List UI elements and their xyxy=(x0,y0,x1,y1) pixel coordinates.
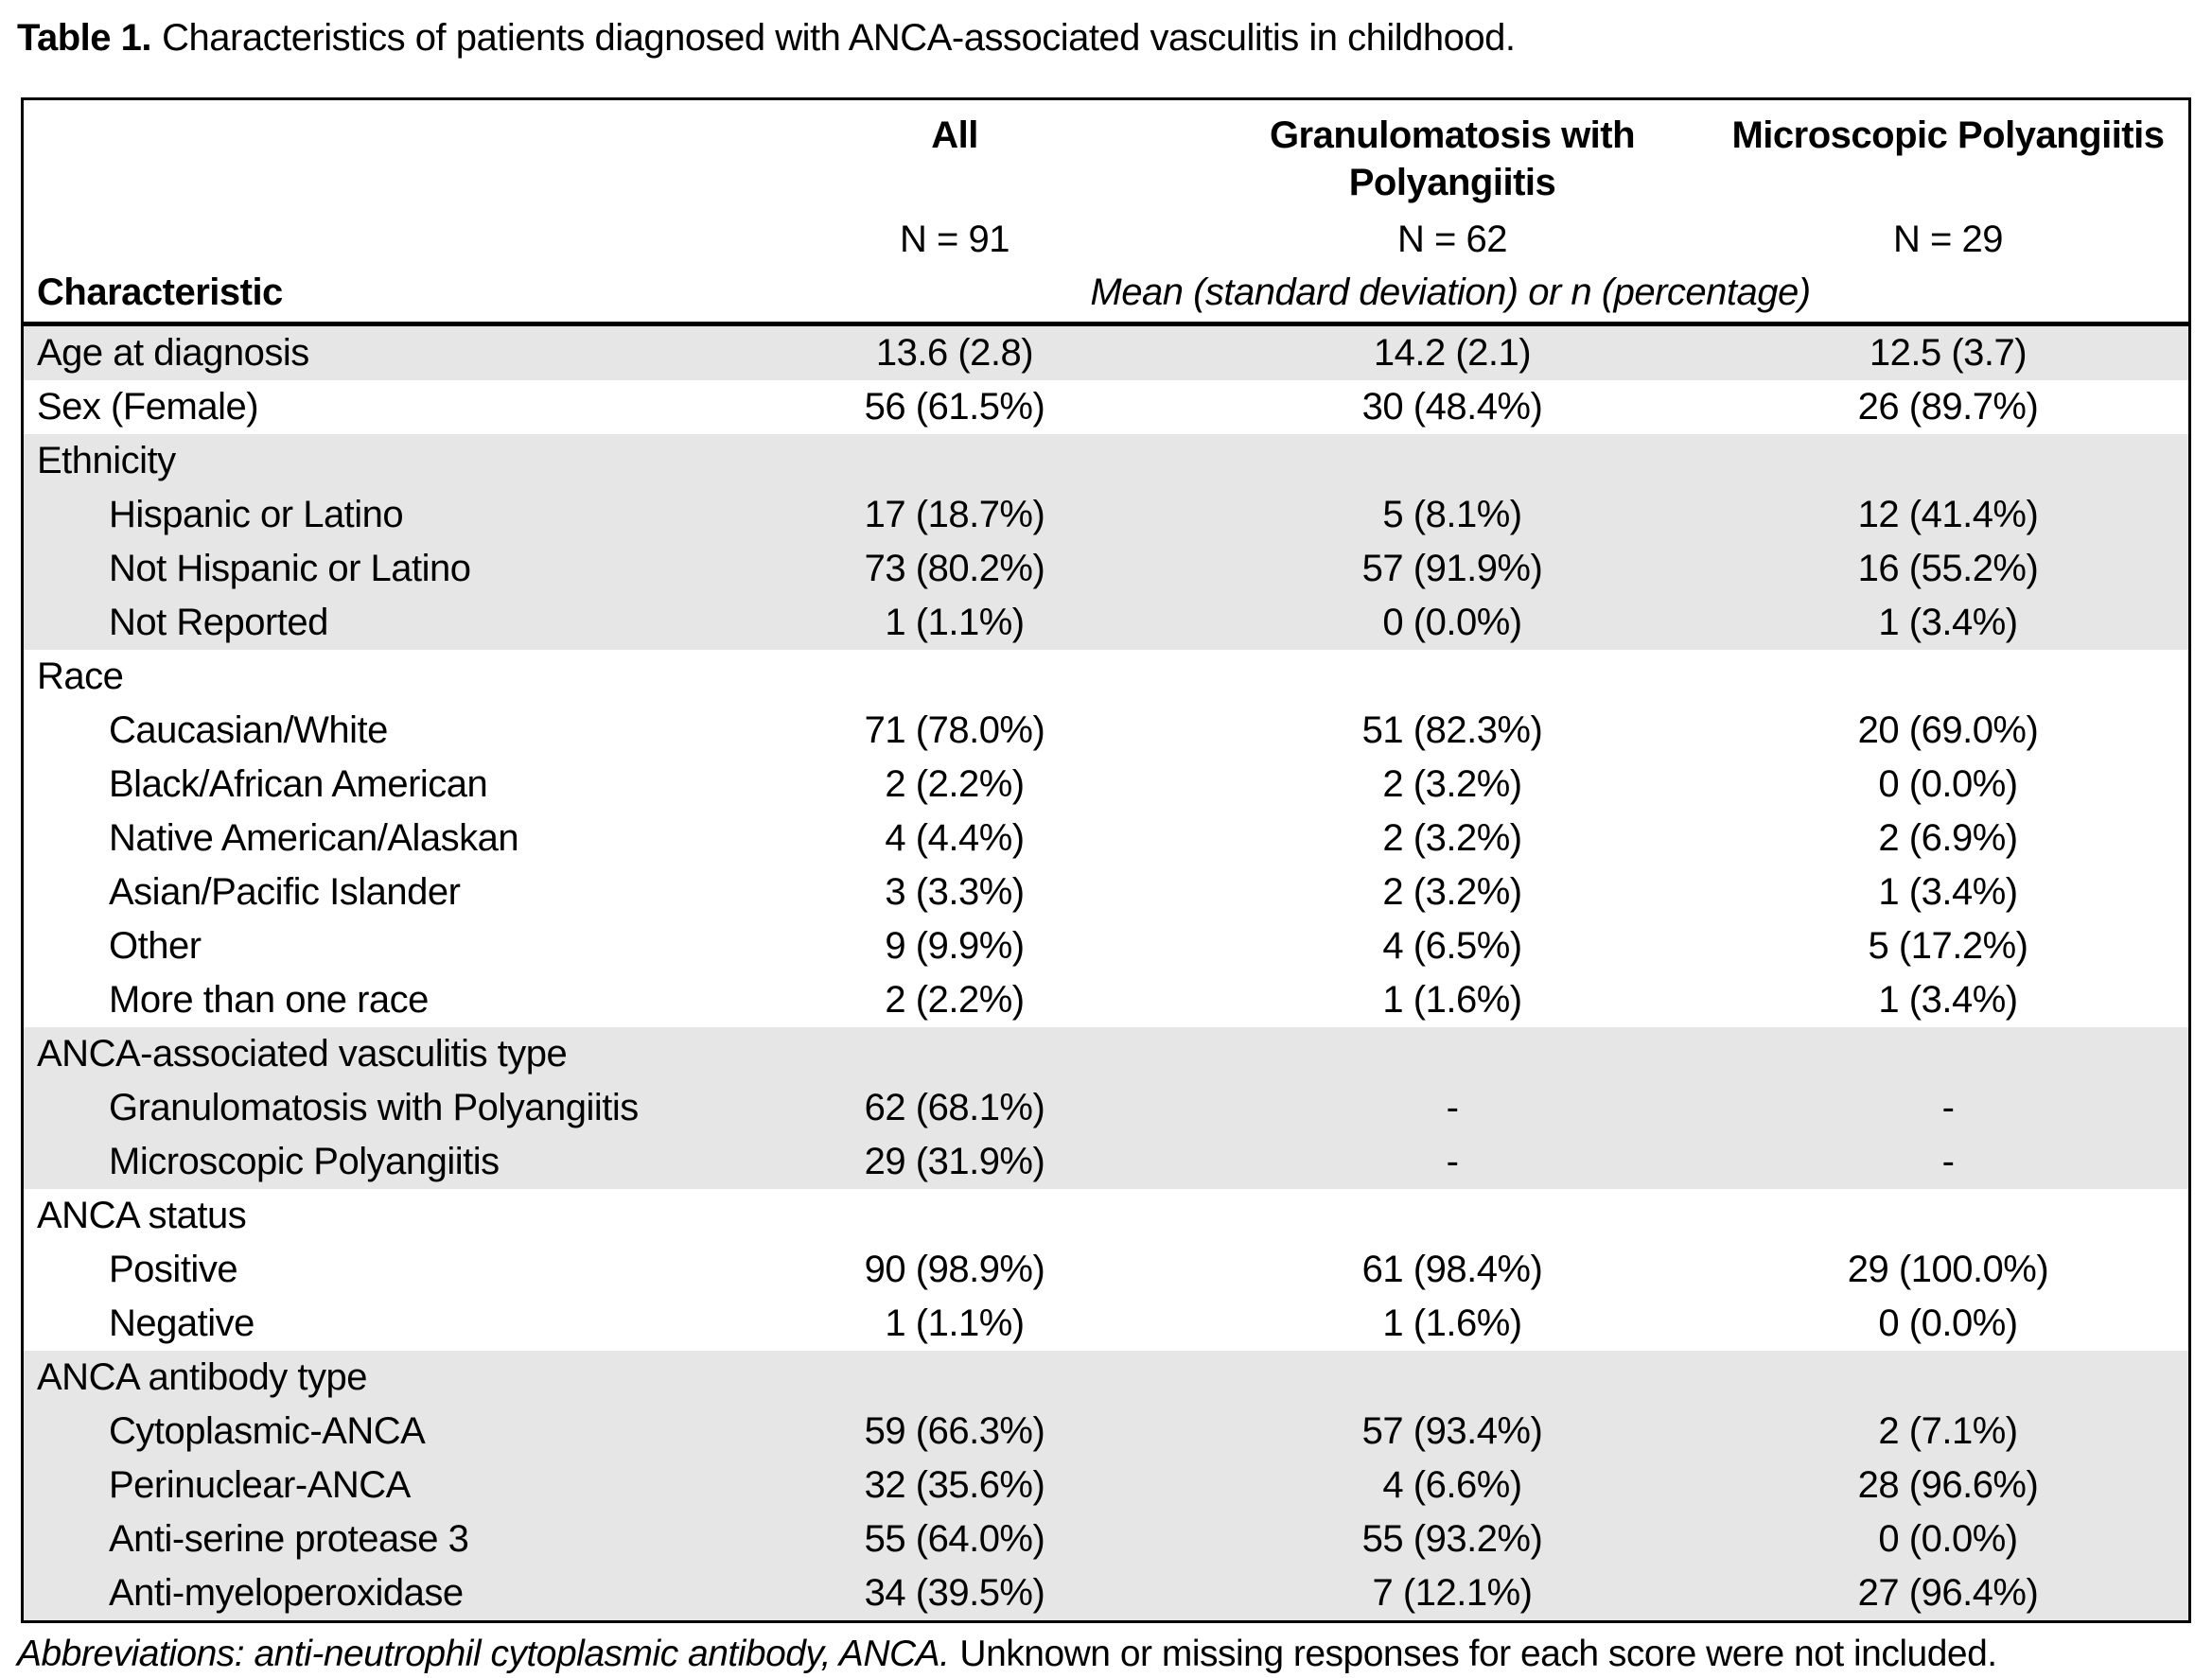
cell-all: 9 (9.9%) xyxy=(885,925,1025,967)
cell-all: 32 (35.6%) xyxy=(864,1464,1045,1506)
column-n-row xyxy=(24,214,2188,265)
cell-all: 3 (3.3%) xyxy=(885,871,1025,913)
cell-mpa: 1 (3.4%) xyxy=(1878,979,2018,1021)
row-label: Asian/Pacific Islander xyxy=(109,871,461,913)
cell-gpa: 14.2 (2.1) xyxy=(1373,332,1532,374)
cell-gpa: 55 (93.2%) xyxy=(1361,1518,1543,1560)
footnote xyxy=(17,1633,2191,1676)
column-header-gpa: Granulomatosis with Polyangiitis xyxy=(1269,114,1636,203)
cell-gpa: 7 (12.1%) xyxy=(1372,1572,1533,1614)
cell-all: 29 (31.9%) xyxy=(864,1141,1045,1182)
cell-gpa: 0 (0.0%) xyxy=(1382,602,1522,643)
table-row xyxy=(24,650,2188,704)
cell-gpa: - xyxy=(1446,1087,1459,1128)
row-label: Anti-serine protease 3 xyxy=(109,1518,469,1560)
cell-mpa: 20 (69.0%) xyxy=(1857,709,2039,751)
cell-gpa: 51 (82.3%) xyxy=(1361,709,1543,751)
cell-all: 4 (4.4%) xyxy=(885,817,1025,859)
cell-all: 56 (61.5%) xyxy=(864,386,1045,428)
row-label: Other xyxy=(109,925,202,967)
table-row xyxy=(24,1512,2188,1566)
cell-mpa: 0 (0.0%) xyxy=(1878,1518,2018,1560)
table-row xyxy=(24,380,2188,434)
row-label: Not Reported xyxy=(109,602,328,643)
row-label: Black/African American xyxy=(109,763,488,805)
row-label: Caucasian/White xyxy=(109,709,388,751)
cell-all: 2 (2.2%) xyxy=(885,979,1025,1021)
cell-all: 2 (2.2%) xyxy=(885,763,1025,805)
cell-all: 55 (64.0%) xyxy=(864,1518,1045,1560)
table-row xyxy=(24,1027,2188,1081)
cell-mpa: 0 (0.0%) xyxy=(1878,763,2018,805)
cell-gpa: 5 (8.1%) xyxy=(1382,494,1522,535)
cell-gpa: 2 (3.2%) xyxy=(1382,871,1522,913)
cell-mpa: 1 (3.4%) xyxy=(1878,871,2018,913)
table-row xyxy=(24,1351,2188,1405)
cell-all: 17 (18.7%) xyxy=(864,494,1045,535)
row-label: Cytoplasmic-ANCA xyxy=(109,1410,426,1452)
table-row xyxy=(24,919,2188,973)
table-caption xyxy=(17,13,2191,62)
column-header-all: All xyxy=(931,114,978,156)
measure-subtitle: Mean (standard deviation) or n (percentage) xyxy=(1090,271,1811,313)
row-label: More than one race xyxy=(109,979,429,1021)
cell-gpa: 57 (91.9%) xyxy=(1361,548,1543,589)
cell-mpa: 0 (0.0%) xyxy=(1878,1302,2018,1344)
table-row xyxy=(24,812,2188,865)
table-header xyxy=(24,100,2188,326)
table-row xyxy=(24,434,2188,488)
cell-all: 62 (68.1%) xyxy=(864,1087,1045,1128)
cell-all: 90 (98.9%) xyxy=(864,1249,1045,1290)
n-mpa: N = 29 xyxy=(1893,218,2003,260)
cell-gpa: 30 (48.4%) xyxy=(1361,386,1543,428)
footnote-abbreviations: Abbreviations: anti-neutrophil cytoplasmic antibody, ANCA. xyxy=(17,1634,950,1674)
header-bottom-row xyxy=(24,265,2188,322)
cell-gpa: 1 (1.6%) xyxy=(1382,979,1522,1021)
row-label: Ethnicity xyxy=(37,440,176,481)
cell-all: 1 (1.1%) xyxy=(885,1302,1025,1344)
footnote-note: Unknown or missing responses for each score were not included. xyxy=(959,1634,1997,1674)
cell-mpa: 16 (55.2%) xyxy=(1857,548,2039,589)
cell-gpa: 2 (3.2%) xyxy=(1382,817,1522,859)
characteristic-column-label: Characteristic xyxy=(37,271,283,313)
cell-gpa: - xyxy=(1446,1141,1459,1182)
table-row xyxy=(24,865,2188,919)
n-gpa: N = 62 xyxy=(1397,218,1507,260)
row-label: Not Hispanic or Latino xyxy=(109,548,471,589)
table-row xyxy=(24,1135,2188,1189)
row-label: Anti-myeloperoxidase xyxy=(109,1572,464,1614)
cell-mpa: - xyxy=(1941,1141,1955,1182)
cell-mpa: 2 (6.9%) xyxy=(1878,817,2018,859)
cell-gpa: 1 (1.6%) xyxy=(1382,1302,1522,1344)
table-row xyxy=(24,1081,2188,1135)
n-all: N = 91 xyxy=(900,218,1009,260)
cell-mpa: 26 (89.7%) xyxy=(1857,386,2039,428)
cell-mpa: 12.5 (3.7) xyxy=(1869,332,2028,374)
table-row xyxy=(24,542,2188,596)
row-label: Race xyxy=(37,655,124,697)
table-row xyxy=(24,1189,2188,1243)
table-row xyxy=(24,704,2188,758)
cell-gpa: 61 (98.4%) xyxy=(1361,1249,1543,1290)
table-caption-text: Characteristics of patients diagnosed with ANCA-associated vasculitis in childhood. xyxy=(162,17,1516,59)
row-label: Age at diagnosis xyxy=(37,332,309,374)
table-row xyxy=(24,1459,2188,1512)
row-label: Positive xyxy=(109,1249,238,1290)
cell-all: 73 (80.2%) xyxy=(864,548,1045,589)
row-label: Native American/Alaskan xyxy=(109,817,519,859)
cell-mpa: 2 (7.1%) xyxy=(1878,1410,2018,1452)
table-row xyxy=(24,1297,2188,1351)
row-label: Sex (Female) xyxy=(37,386,259,428)
table-row xyxy=(24,973,2188,1027)
cell-mpa: - xyxy=(1941,1087,1955,1128)
table-row xyxy=(24,488,2188,542)
cell-all: 1 (1.1%) xyxy=(885,602,1025,643)
cell-all: 71 (78.0%) xyxy=(864,709,1045,751)
row-label: Hispanic or Latino xyxy=(109,494,404,535)
cell-gpa: 2 (3.2%) xyxy=(1382,763,1522,805)
table-row xyxy=(24,1405,2188,1459)
row-label: ANCA status xyxy=(37,1195,247,1236)
cell-gpa: 57 (93.4%) xyxy=(1361,1410,1543,1452)
column-header-mpa: Microscopic Polyangiitis xyxy=(1731,114,2165,156)
row-label: Perinuclear-ANCA xyxy=(109,1464,411,1506)
row-label: ANCA antibody type xyxy=(37,1356,367,1398)
table-caption-label: Table 1. xyxy=(17,17,151,59)
characteristics-table xyxy=(21,97,2191,1623)
cell-mpa: 27 (96.4%) xyxy=(1857,1572,2039,1614)
table-row xyxy=(24,1566,2188,1620)
row-label: ANCA-associated vasculitis type xyxy=(37,1033,568,1075)
row-label: Negative xyxy=(109,1302,255,1344)
cell-mpa: 1 (3.4%) xyxy=(1878,602,2018,643)
table-row xyxy=(24,1243,2188,1297)
table-row xyxy=(24,326,2188,380)
cell-mpa: 28 (96.6%) xyxy=(1857,1464,2039,1506)
cell-gpa: 4 (6.6%) xyxy=(1382,1464,1522,1506)
column-title-row xyxy=(24,100,2188,214)
table-row xyxy=(24,758,2188,812)
table-body xyxy=(24,326,2188,1620)
row-label: Granulomatosis with Polyangiitis xyxy=(109,1087,639,1128)
cell-mpa: 29 (100.0%) xyxy=(1847,1249,2049,1290)
cell-mpa: 5 (17.2%) xyxy=(1868,925,2028,967)
cell-all: 13.6 (2.8) xyxy=(875,332,1034,374)
table-row xyxy=(24,596,2188,650)
cell-all: 34 (39.5%) xyxy=(864,1572,1045,1614)
cell-mpa: 12 (41.4%) xyxy=(1857,494,2039,535)
cell-gpa: 4 (6.5%) xyxy=(1382,925,1522,967)
row-label: Microscopic Polyangiitis xyxy=(109,1141,500,1182)
cell-all: 59 (66.3%) xyxy=(864,1410,1045,1452)
